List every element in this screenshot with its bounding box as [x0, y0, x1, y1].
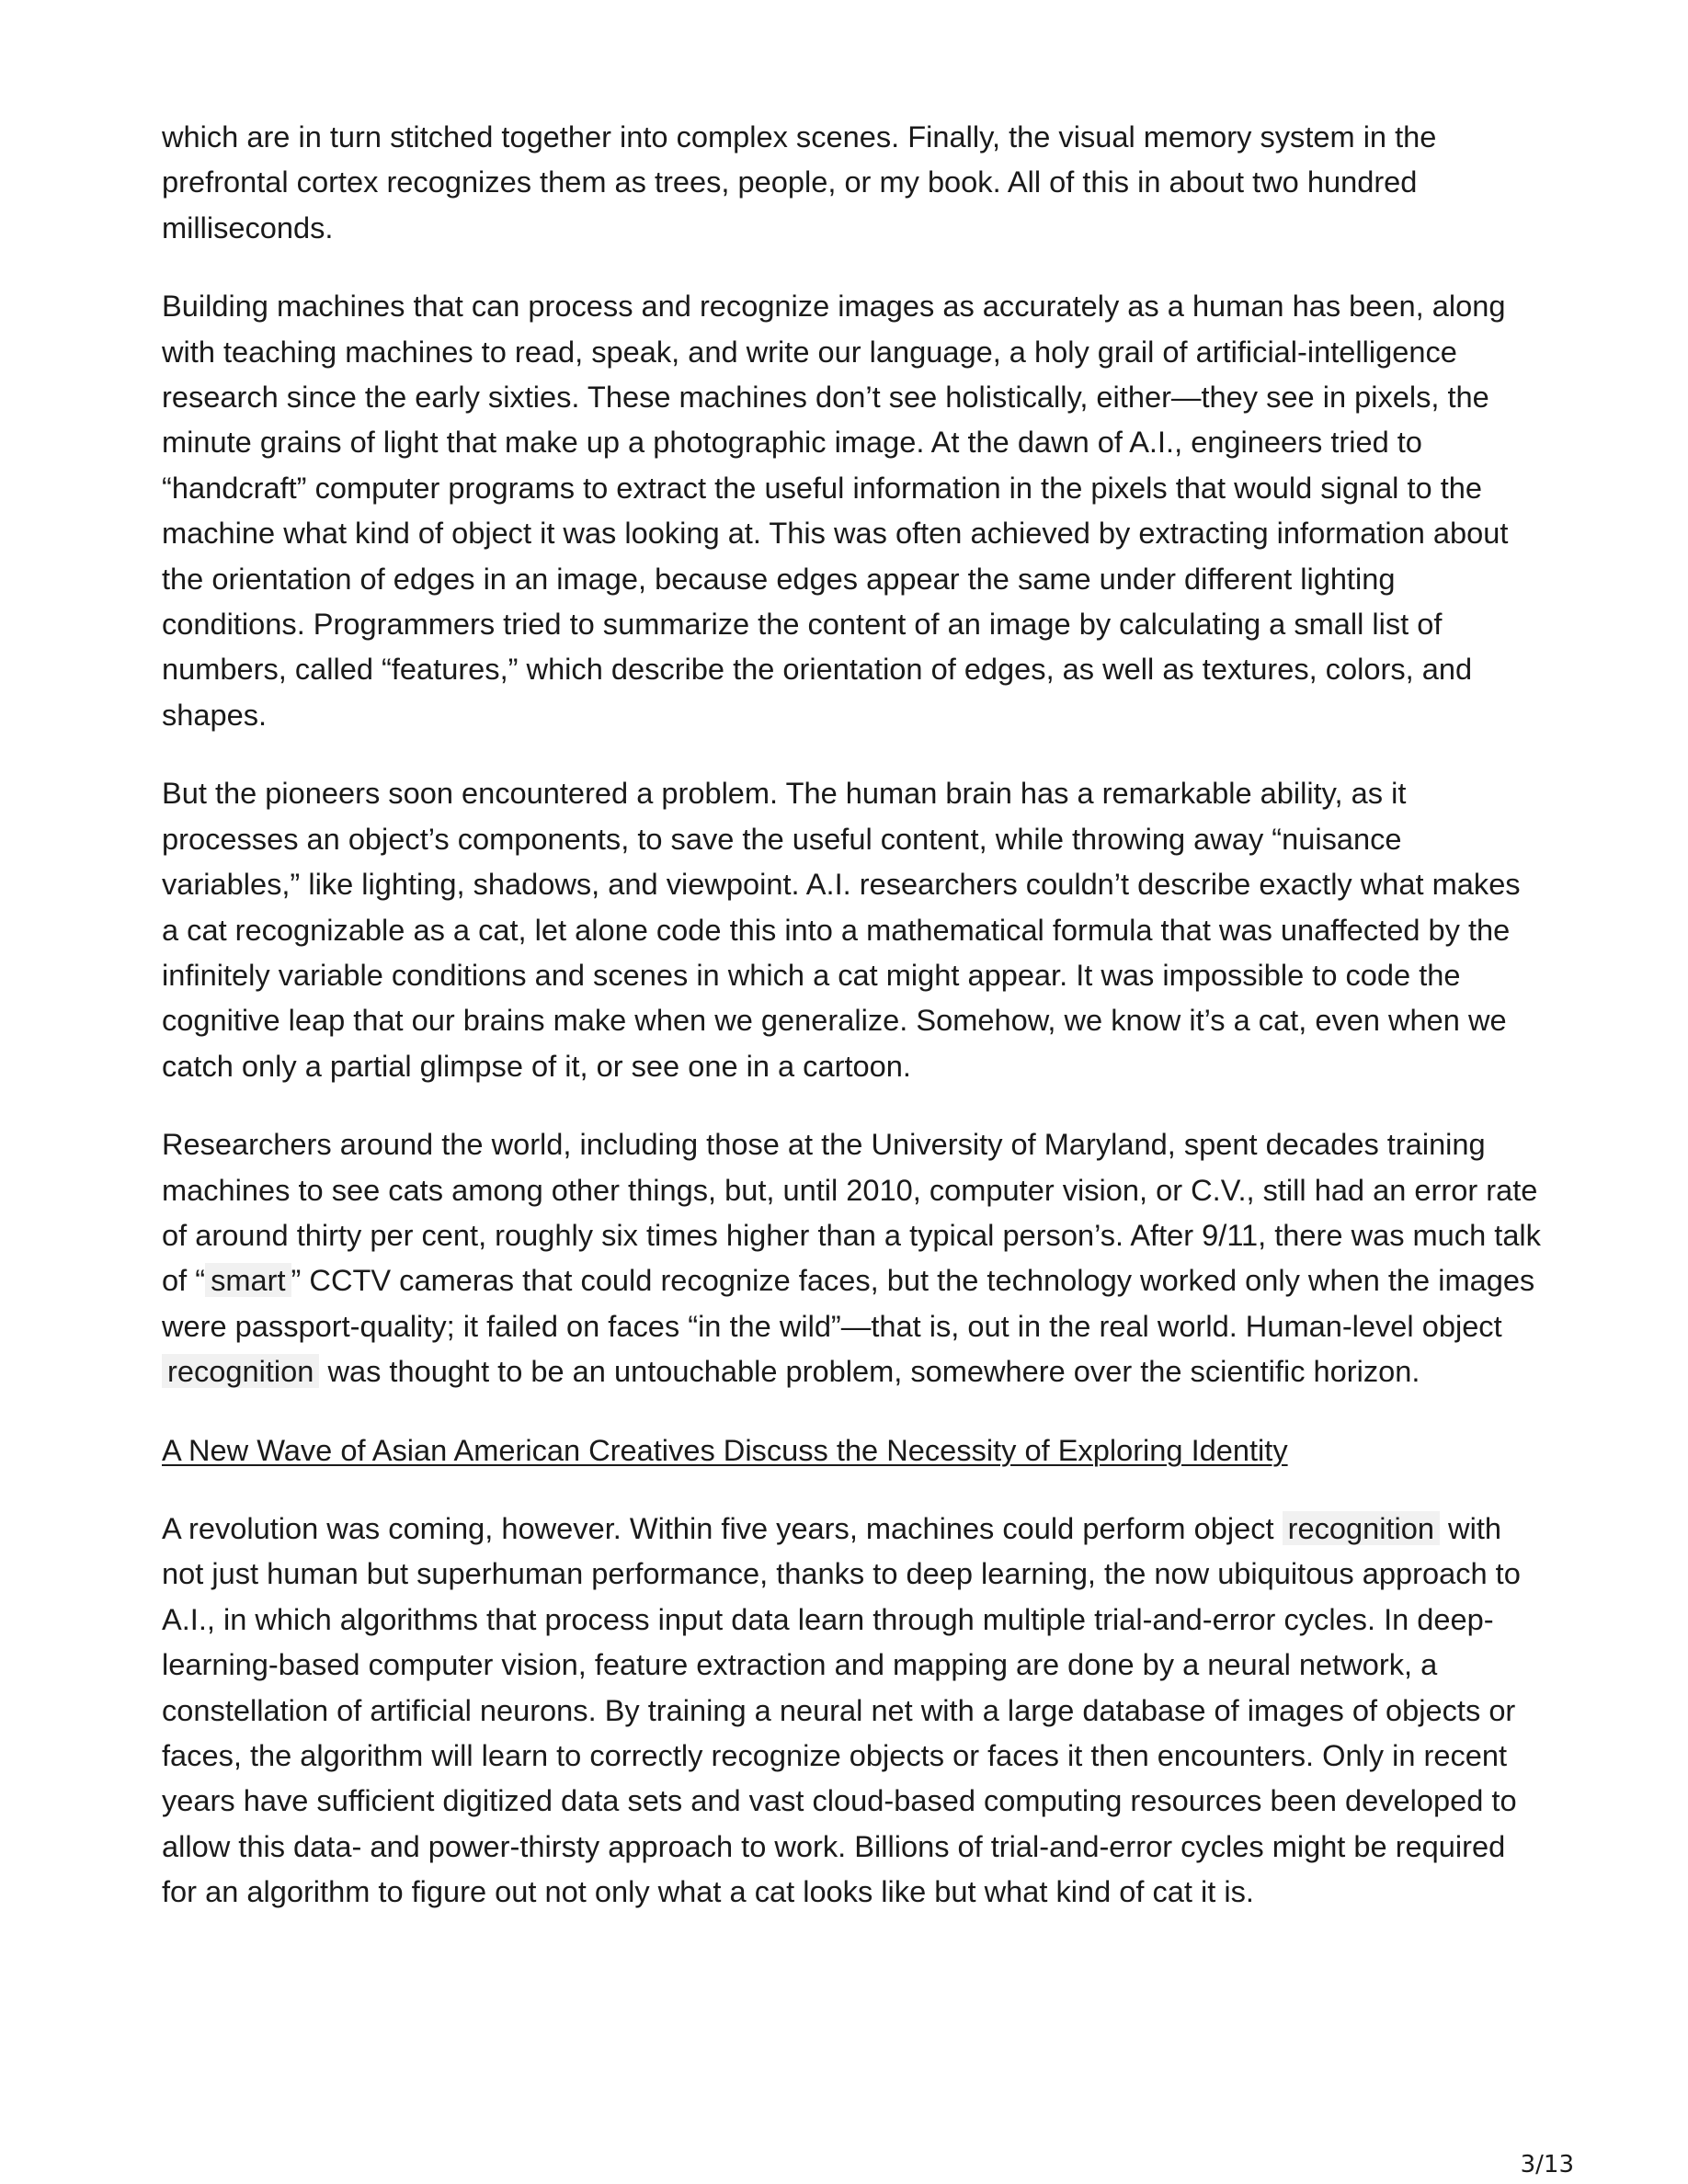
paragraph-5-text-a: A revolution was coming, however. Within five years, machines could perform object: [162, 1510, 1283, 1545]
paragraph-1: which are in turn stitched together into complex scenes. Finally, the visual memory system in the prefrontal cortex recognizes them as trees, people, or my book. All of this in about two hundred milliseconds.: [162, 119, 1437, 245]
paragraph-2: Building machines that can process and recognize images as accurately as a human has been, along with teaching machines to read, speak, and write our language, a holy grail of artificial-intelligence research since the early sixties. These machines don’t see holistically, either—they see in pixels, the minute grains of light that make up a photographic image. At the dawn of A.I., engineers tried to “handcraft” computer programs to extract the useful information in the pixels that would signal to the machine what kind of object it was looking at. This was often achieved by extracting information about the orientation of edges in an image, because edges appear the same under different lighting conditions. Programmers tried to summarize the content of an image by calculating a small list of numbers, called “features,” which describe the orientation of edges, as well as textures, colors, and shapes.: [162, 289, 1509, 732]
page-number: 3/13: [1520, 2151, 1574, 2178]
paragraph-4: [162, 1121, 1541, 1393]
paragraph-4-text-b: ” CCTV cameras that could recognize faces, but the technology worked only when the images were passport-quality; it failed on faces “in the wild”—that is, out in the real world. Human-level object: [162, 1263, 1535, 1343]
highlighted-term-smart: smart: [205, 1263, 291, 1297]
related-article-link[interactable]: A New Wave of Asian American Creatives Discuss the Necessity of Exploring Identity: [162, 1432, 1288, 1467]
paragraph-5-text-b: with not just human but superhuman performance, thanks to deep learning, the now ubiquitous approach to A.I., in which algorithms that process input data learn through multiple trial-and-error cycles. In deep-learning-based computer vision, feature extraction and mapping are done by a neural network, a constellation of artificial neurons. By training a neural net with a large database of images of objects or faces, the algorithm will learn to correctly recognize objects or faces it then encounters. Only in recent years have sufficient digitized data sets and vast cloud-based computing resources been developed to allow this data- and power-thirsty approach to work. Billions of trial-and-error cycles might be required for an algorithm to figure out not only what a cat looks like but what kind of cat it is.: [162, 1510, 1521, 1909]
paragraph-4-text-c: was thought to be an untouchable problem, somewhere over the scientific horizon.: [319, 1354, 1420, 1389]
highlighted-term-recognition: recognition: [162, 1354, 319, 1388]
paragraph-3: But the pioneers soon encountered a problem. The human brain has a remarkable ability, as it processes an object’s components, to save the useful content, while throwing away “nuisance variables,” like lighting, shadows, and viewpoint. A.I. researchers couldn’t describe exactly what makes a cat recognizable as a cat, let alone code this into a mathematical formula that was unaffected by the infinitely variable conditions and scenes in which a cat might appear. It was impossible to code the cognitive leap that our brains make when we generalize. Somehow, we know it’s a cat, even when we catch only a partial glimpse of it, or see one in a cartoon.: [162, 776, 1521, 1083]
highlighted-term-recognition-2: recognition: [1283, 1511, 1440, 1545]
paragraph-4-text-a: Researchers around the world, including those at the University of Maryland, spent decades training machines to see cats among other things, but, until 2010, computer vision, or C.V., still had an error rate of around thirty per cent, roughly six times higher than a typical person’s. After 9/11, there was much talk of “: [162, 1127, 1541, 1298]
article-body: [162, 114, 1541, 1948]
paragraph-5: [162, 1506, 1541, 1915]
related-article-paragraph: [162, 1428, 1541, 1473]
